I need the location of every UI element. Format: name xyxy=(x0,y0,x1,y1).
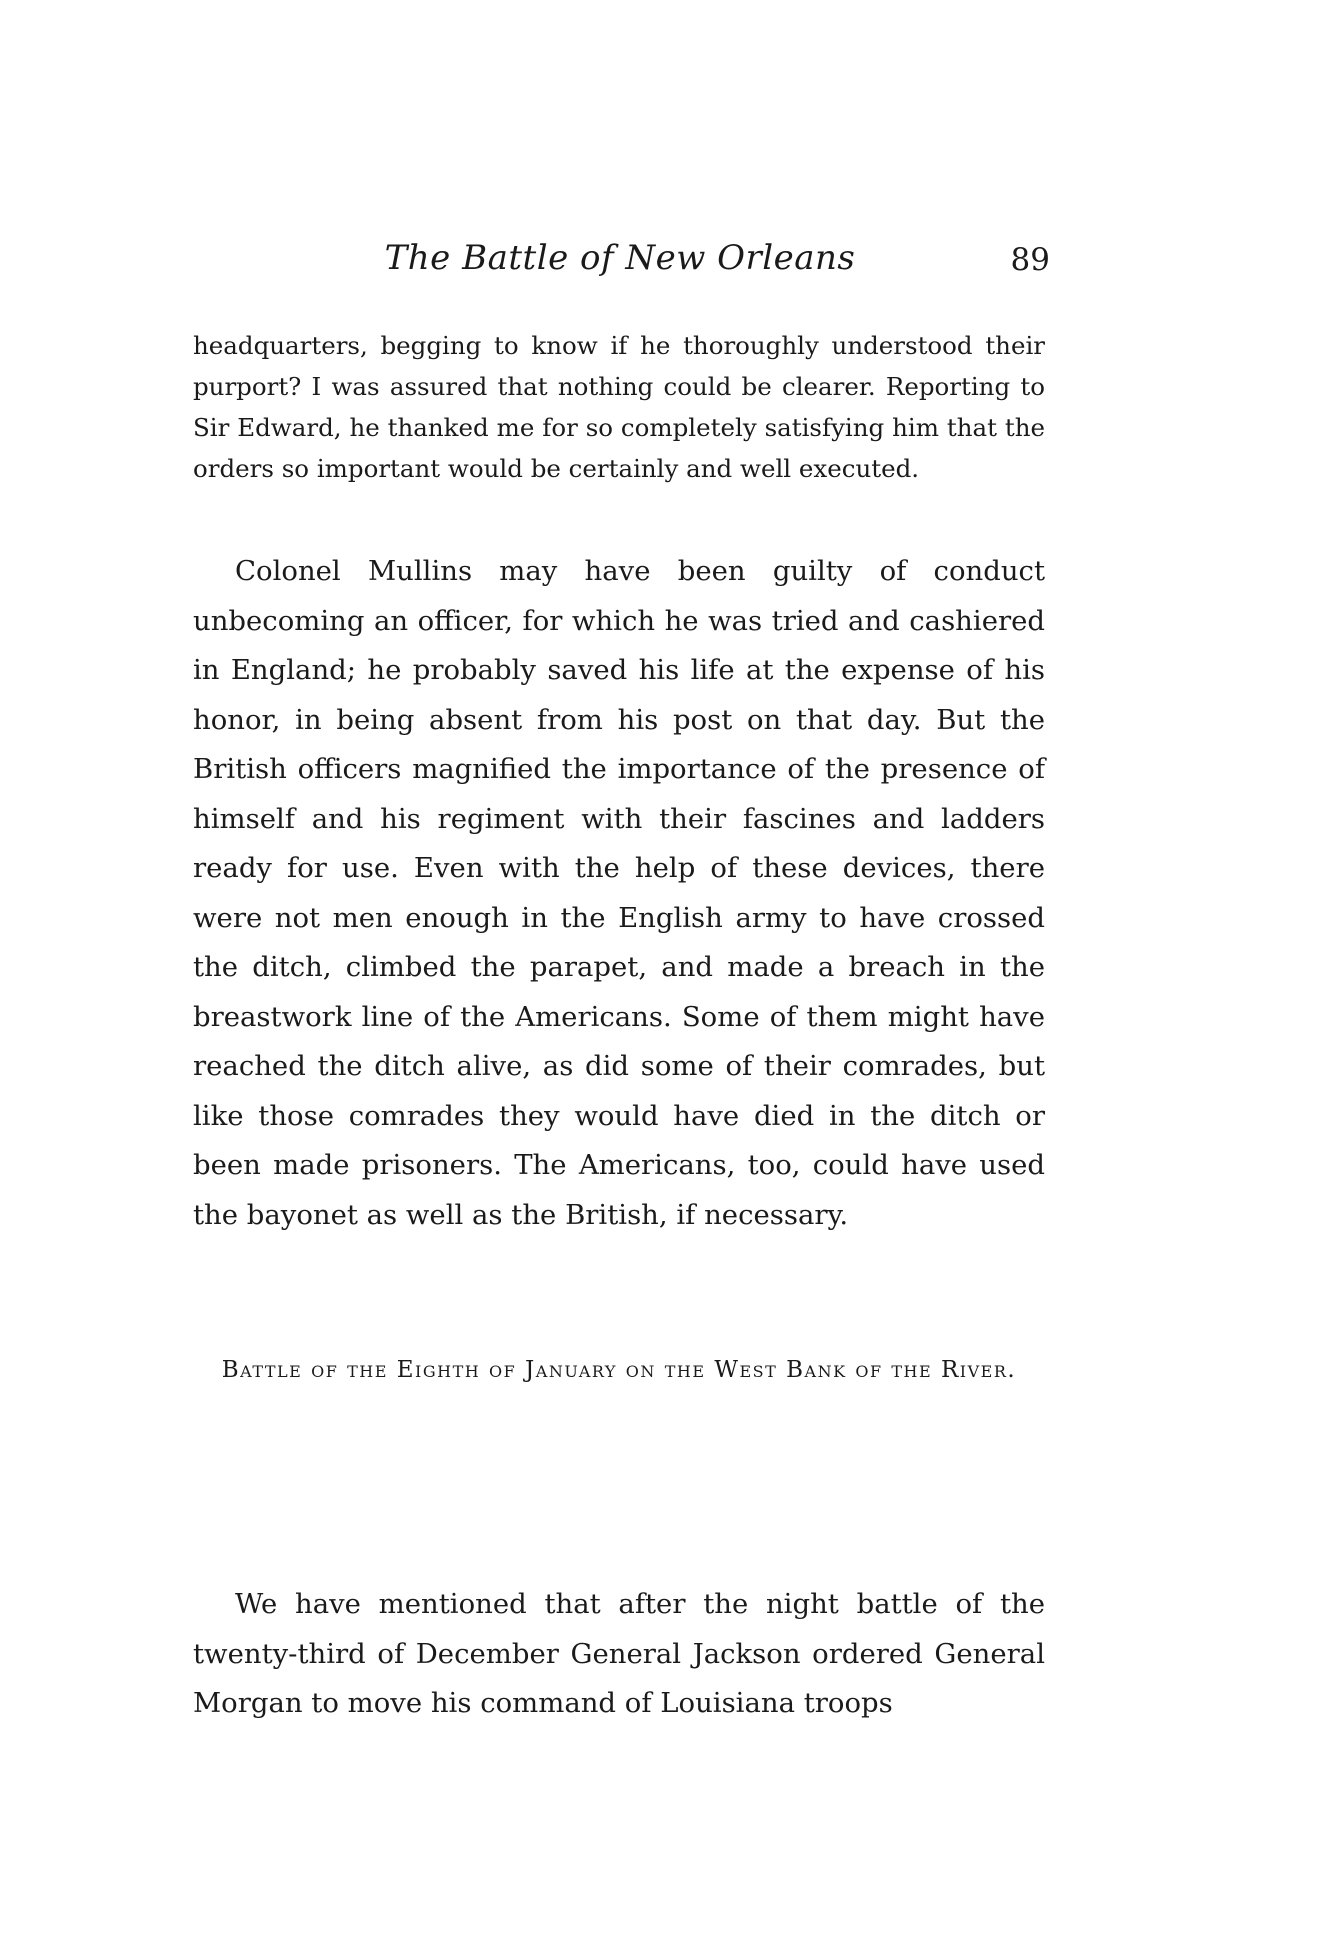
page-number: 89 xyxy=(1010,242,1050,278)
body-paragraph-1-text: Colonel Mullins may have been guilty of conduct unbecoming an officer, for which he was tried and cashiered in England; he probably saved his life at the expense of his honor, in being absent from his post on that day. But the British officers magnified the importance of the presence of himself and his regiment with their fascines and ladders ready for use. Even with the help of these devices, there were not men enough in the English army to have crossed the ditch, climbed the parapet, and made a breach in the breastwork line of the Americans. Some of them might have reached the ditch alive, as did some of their comrades, but like those comrades they would have died in the ditch or been made prisoners. The Americans, too, could have used the bayonet as well as the British, if necessary. xyxy=(193,555,1045,1231)
body-paragraph-2-text: We have mentioned that after the night battle of the twenty-third of December General Jackson ordered General Morgan to move his command of Louisiana troops xyxy=(193,1588,1045,1719)
body-paragraph-2 xyxy=(193,1580,1045,1729)
body-paragraph-1 xyxy=(193,547,1045,1240)
running-head xyxy=(190,236,1050,280)
running-title: The Battle of New Orleans xyxy=(384,238,856,278)
section-heading: Battle of the Eighth of January on the West Bank of the River. xyxy=(221,1357,1017,1383)
quoted-paragraph-text: headquarters, begging to know if he thoroughly understood their purport? I was assured that nothing could be clearer. Reporting to Sir Edward, he thanked me for so completely satisfying him that the orders so important would be certainly and well executed. xyxy=(193,331,1045,483)
quoted-paragraph xyxy=(193,325,1045,489)
